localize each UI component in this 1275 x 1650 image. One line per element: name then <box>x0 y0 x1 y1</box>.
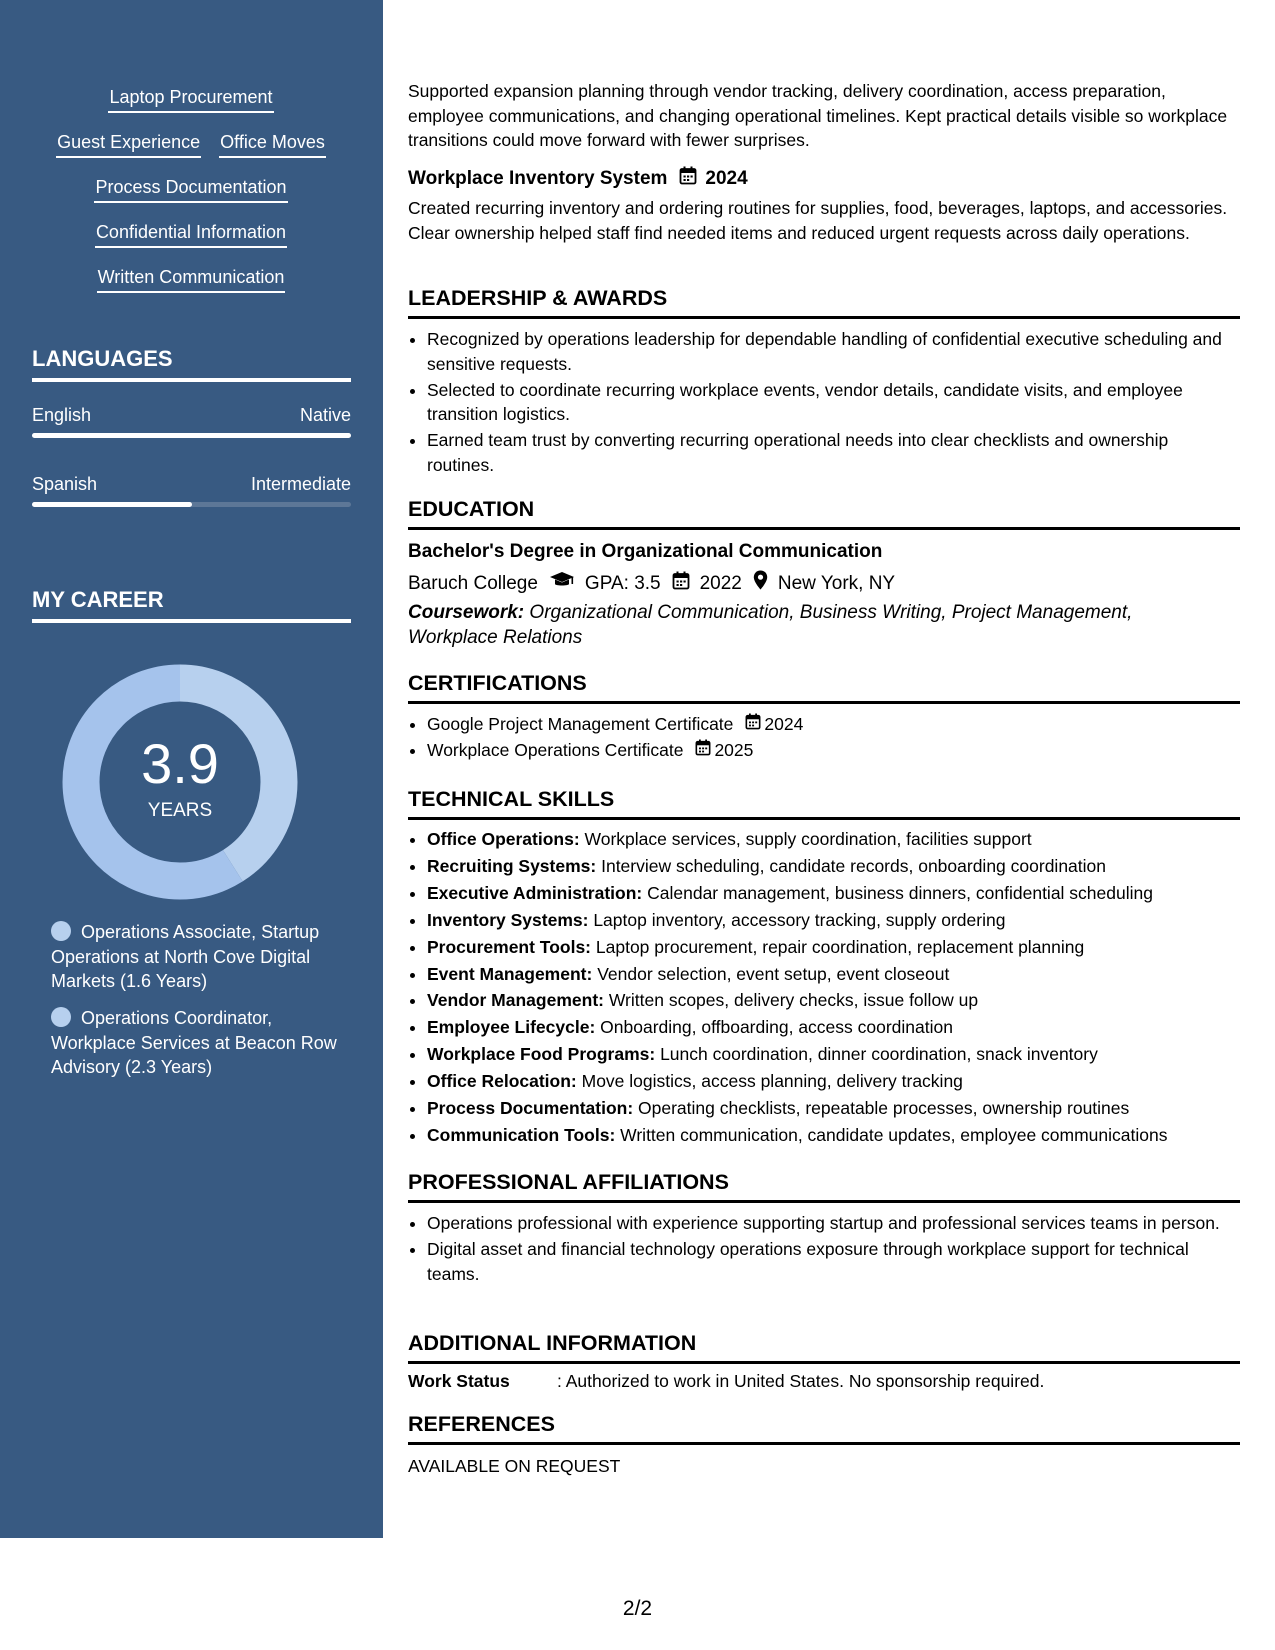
career-total-value: 3.9 <box>141 732 219 795</box>
skill-tag: Office Moves <box>219 131 326 158</box>
career-donut <box>62 664 298 900</box>
language-level: Native <box>299 405 351 425</box>
skill-item <box>427 853 1240 880</box>
skill-item <box>427 1068 1240 1095</box>
skill-details: Vendor selection, event setup, event closeout <box>597 963 950 984</box>
page-number: 2/2 <box>622 1597 653 1620</box>
skill-details: Calendar management, business dinners, confidential scheduling <box>647 882 1153 903</box>
certifications-list <box>408 712 1240 764</box>
project-year: 2024 <box>705 168 748 189</box>
school-location: New York, NY <box>777 572 896 594</box>
tag-row <box>32 86 350 131</box>
certification-year: 2025 <box>714 740 754 760</box>
career-heading: MY CAREER <box>32 587 351 623</box>
language-bar <box>32 433 351 438</box>
list-item: • Operations professional with experience supporting startup and professional services teams in person. <box>427 1211 1240 1236</box>
skill-item <box>427 1014 1240 1041</box>
skill-category: Process Documentation: <box>427 1098 634 1119</box>
references-text: AVAILABLE ON REQUEST <box>408 1456 621 1476</box>
coursework-label: Coursework: <box>408 602 525 623</box>
map-pin-icon <box>753 570 768 597</box>
education-meta <box>408 570 1240 597</box>
additional-info-heading: ADDITIONAL INFORMATION <box>408 1330 1240 1364</box>
certification-line <box>427 712 1240 737</box>
project-title-row <box>408 166 1240 192</box>
skill-tag: Confidential Information <box>95 221 287 248</box>
gpa-value: GPA: 3.5 <box>584 572 661 594</box>
languages-heading: LANGUAGES <box>32 346 351 382</box>
leadership-list <box>408 327 1240 479</box>
certification-name: • Google Project Management Certificate <box>427 714 734 734</box>
skill-item <box>427 987 1240 1014</box>
skill-category: Recruiting Systems: <box>427 855 597 876</box>
education-heading: EDUCATION <box>408 496 1240 530</box>
references-heading: REFERENCES <box>408 1411 1240 1445</box>
skill-tags <box>32 86 350 311</box>
work-status-row <box>408 1370 1240 1392</box>
skill-item <box>427 907 1240 934</box>
language-row <box>32 473 351 495</box>
skill-category: Vendor Management: <box>427 990 604 1011</box>
skill-item <box>427 1122 1240 1149</box>
legend-dot-icon <box>51 1007 71 1027</box>
list-item: • Selected to coordinate recurring workplace events, vendor details, candidate visits, and employee transition logistics. <box>427 378 1240 427</box>
language-name: English <box>32 405 92 425</box>
skill-category: Inventory Systems: <box>427 909 589 930</box>
affiliations-list <box>408 1211 1240 1288</box>
language-bar-fill <box>32 433 351 438</box>
language-bar <box>32 502 351 507</box>
skill-tag: Laptop Procurement <box>108 86 273 113</box>
skill-details: Written communication, candidate updates, employee communications <box>620 1124 1168 1145</box>
tag-row <box>32 266 350 311</box>
graduation-cap-icon <box>549 571 575 596</box>
skill-category: Office Relocation: <box>427 1071 577 1092</box>
language-level: Intermediate <box>250 474 351 494</box>
school-name: Baruch College <box>408 572 538 594</box>
graduation-year: 2022 <box>699 572 742 594</box>
affiliations-heading: PROFESSIONAL AFFILIATIONS <box>408 1169 1240 1203</box>
list-item <box>427 738 1240 763</box>
career-legend-item <box>51 920 341 994</box>
calendar-icon <box>679 166 697 192</box>
skill-details: Onboarding, offboarding, access coordination <box>600 1017 953 1038</box>
skill-tag: Guest Experience <box>56 131 201 158</box>
list-item <box>427 712 1240 737</box>
skill-details: Interview scheduling, candidate records, onboarding coordination <box>601 855 1106 876</box>
language-name: Spanish <box>32 474 98 494</box>
skill-category: Communication Tools: <box>427 1124 616 1145</box>
list-item: • Earned team trust by converting recurring operational needs into clear checklists and ownership routines. <box>427 428 1240 477</box>
work-status-value: : Authorized to work in United States. No sponsorship required. <box>557 1371 1045 1391</box>
skill-tag: Written Communication <box>97 266 286 293</box>
skill-category: Office Operations: <box>427 829 580 849</box>
career-role-text: Operations Coordinator, Workplace Services at Beacon Row Advisory (2.3 Years) <box>51 1008 337 1077</box>
calendar-icon <box>672 571 690 597</box>
coursework <box>408 601 1198 650</box>
sidebar <box>0 0 383 1538</box>
language-row <box>32 404 351 426</box>
intro-paragraph: Supported expansion planning through vendor tracking, delivery coordination, access preparation, employee communications, and changing operational timelines. Kept practical details visible so workplace transitions could move forward with fewer surprises. <box>408 81 1228 150</box>
tag-row <box>32 221 350 266</box>
certification-line <box>427 738 1240 763</box>
skill-category: Executive Administration: <box>427 882 643 903</box>
coursework-list: Organizational Communication, Business Writing, Project Management, Workplace Relations <box>408 602 1133 648</box>
work-status-label: Work Status <box>408 1371 510 1391</box>
skill-details: Laptop procurement, repair coordination, replacement planning <box>595 936 1085 957</box>
skill-item <box>427 880 1240 907</box>
skill-item <box>427 1095 1240 1122</box>
skill-details: Laptop inventory, accessory tracking, supply ordering <box>593 909 1006 930</box>
tag-row <box>32 176 350 221</box>
list-item: • Digital asset and financial technology operations exposure through workplace support for technical teams. <box>427 1237 1240 1286</box>
skill-details: Written scopes, delivery checks, issue follow up <box>608 990 979 1011</box>
career-role-text: Operations Associate, Startup Operations at North Cove Digital Markets (1.6 Years) <box>51 922 320 991</box>
project-title: Workplace Inventory System <box>408 168 668 189</box>
career-legend-item <box>51 1006 341 1080</box>
certification-year: 2024 <box>764 714 804 734</box>
skill-item <box>427 961 1240 988</box>
certifications-heading: CERTIFICATIONS <box>408 670 1240 704</box>
legend-dot-icon <box>51 921 71 941</box>
skill-category: Event Management: <box>427 963 593 984</box>
language-bar-fill <box>32 502 192 507</box>
certification-name: • Workplace Operations Certificate <box>427 740 684 760</box>
skill-details: Move logistics, access planning, delivery tracking <box>581 1071 963 1092</box>
career-total-unit: YEARS <box>147 800 213 821</box>
leadership-heading: LEADERSHIP & AWARDS <box>408 285 1240 319</box>
skill-details: Operating checklists, repeatable processes, ownership routines <box>638 1098 1130 1119</box>
degree-title: Bachelor's Degree in Organizational Communication <box>408 541 883 562</box>
skill-details: Lunch coordination, dinner coordination, snack inventory <box>660 1044 1098 1065</box>
list-item: • Recognized by operations leadership for dependable handling of confidential executive scheduling and sensitive requests. <box>427 327 1240 376</box>
skill-tag: Process Documentation <box>94 176 287 203</box>
skill-item <box>427 826 1240 853</box>
skill-category: Workplace Food Programs: <box>427 1044 656 1065</box>
skill-item <box>427 934 1240 961</box>
skill-category: Employee Lifecycle: <box>427 1017 596 1038</box>
skill-details: Workplace services, supply coordination, facilities support <box>584 829 1032 849</box>
tag-row <box>32 131 350 176</box>
skill-category: Procurement Tools: <box>427 936 592 957</box>
technical-skills-list <box>408 826 1240 1149</box>
technical-skills-heading: TECHNICAL SKILLS <box>408 786 1240 820</box>
calendar-icon <box>745 712 761 737</box>
calendar-icon <box>695 738 711 763</box>
skill-item <box>427 1041 1240 1068</box>
project-description: Created recurring inventory and ordering routines for supplies, food, beverages, laptops, and accessories. Clear ownership helped staff find needed items and reduced urgent requests across daily operations. <box>408 198 1228 243</box>
